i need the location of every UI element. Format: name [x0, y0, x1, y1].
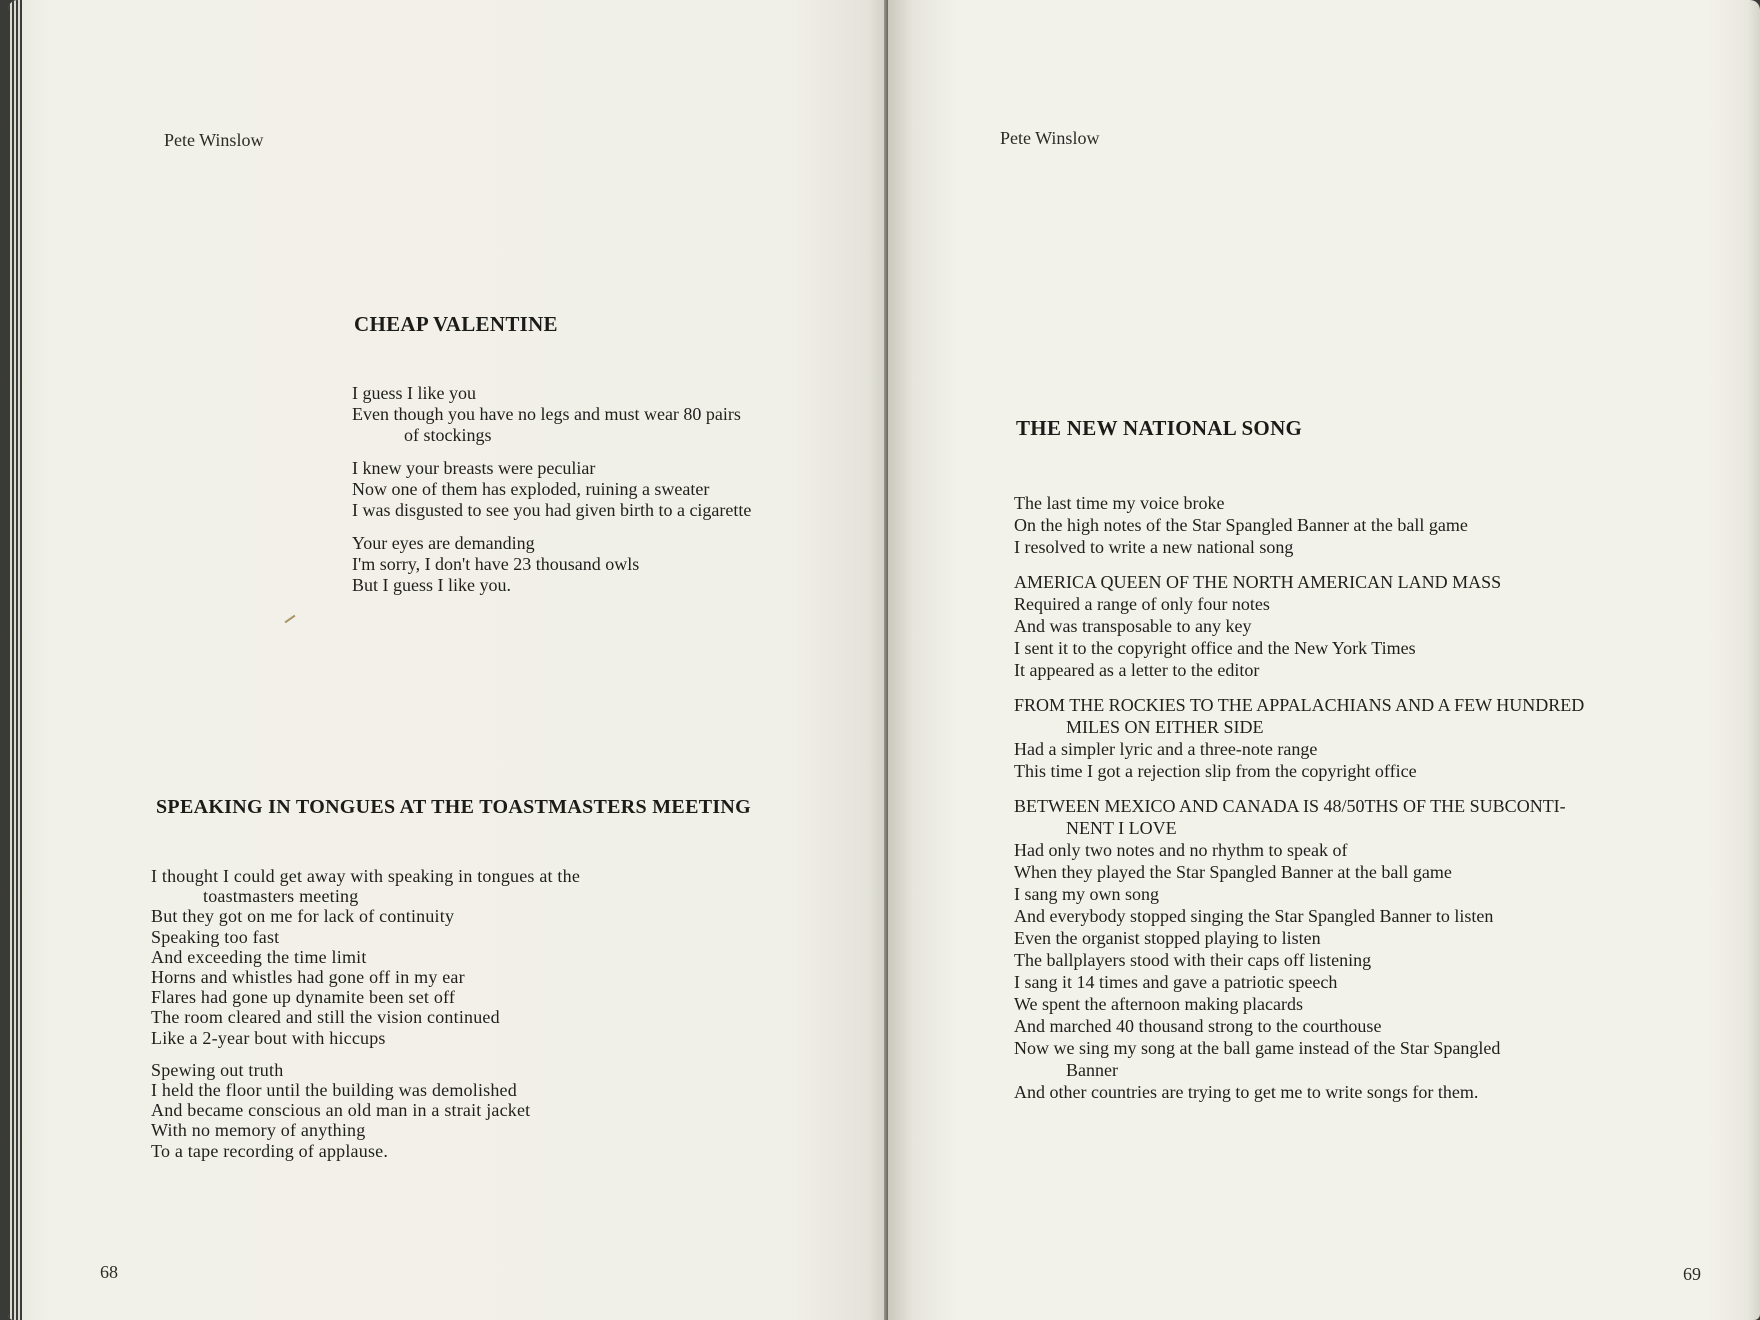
- poem-line: toastmasters meeting: [203, 886, 359, 907]
- poem-line: And marched 40 thousand strong to the courthouse: [1014, 1016, 1382, 1036]
- poem-line: And exceeding the time limit: [151, 946, 367, 967]
- poem-body: [1014, 492, 1584, 1116]
- page-number: 69: [1683, 1264, 1701, 1284]
- poem-line: I sang it 14 times and gave a patriotic speech: [1014, 972, 1338, 992]
- page-edges: [8, 0, 22, 1320]
- poem-line: I'm sorry, I don't have 23 thousand owls: [352, 554, 640, 574]
- poem-line: I guess I like you: [352, 383, 476, 403]
- stanza: [1014, 492, 1584, 558]
- stanza: [352, 383, 751, 446]
- poem-line: Now one of them has exploded, ruining a sweater: [352, 479, 710, 499]
- poem-line: The room cleared and still the vision continued: [151, 1007, 500, 1028]
- poem-line: Even the organist stopped playing to listen: [1014, 928, 1321, 948]
- right-page: [888, 0, 1760, 1320]
- stanza: [151, 1060, 580, 1161]
- poem-line: And was transposable to any key: [1014, 616, 1252, 636]
- poem-line: But I guess I like you.: [352, 575, 511, 595]
- poem-line: of stockings: [404, 425, 492, 445]
- poem-line: MILES ON EITHER SIDE: [1066, 717, 1264, 737]
- running-head: Pete Winslow: [164, 130, 264, 150]
- poem-line: AMERICA QUEEN OF THE NORTH AMERICAN LAND MASS: [1014, 572, 1502, 592]
- poem-line: The last time my voice broke: [1014, 493, 1225, 513]
- poem-line: This time I got a rejection slip from the copyright office: [1014, 761, 1417, 781]
- poem-line: But they got on me for lack of continuity: [151, 906, 455, 927]
- poem-line: Now we sing my song at the ball game instead of the Star Spangled: [1014, 1038, 1501, 1058]
- poem-line: I held the floor until the building was demolished: [151, 1080, 517, 1101]
- poem-line: Horns and whistles had gone off in my ear: [151, 967, 465, 988]
- poem-line: And became conscious an old man in a strait jacket: [151, 1100, 531, 1121]
- page-number: 68: [100, 1262, 118, 1282]
- poem-line: Your eyes are demanding: [352, 533, 535, 553]
- poem-line: I resolved to write a new national song: [1014, 537, 1294, 557]
- poem-line: NENT I LOVE: [1066, 818, 1177, 838]
- poem-body: [352, 383, 751, 608]
- poem-line: The ballplayers stood with their caps off listening: [1014, 950, 1372, 970]
- poem-line: Spewing out truth: [151, 1059, 284, 1080]
- stanza: [352, 533, 751, 596]
- poem-line: With no memory of anything: [151, 1120, 366, 1141]
- poem-body: [151, 866, 580, 1173]
- poem-line: BETWEEN MEXICO AND CANADA IS 48/50THS OF THE SUBCONTI-: [1014, 796, 1566, 816]
- poem-line: To a tape recording of applause.: [151, 1140, 389, 1161]
- poem-line: And other countries are trying to get me to write songs for them.: [1014, 1082, 1479, 1102]
- stanza: [1014, 571, 1584, 681]
- poem-title: CHEAP VALENTINE: [354, 312, 558, 336]
- poem-line: Required a range of only four notes: [1014, 594, 1270, 614]
- poem-line: I thought I could get away with speaking in tongues at the: [151, 866, 581, 886]
- poem-title: SPEAKING IN TONGUES AT THE TOASTMASTERS MEETING: [156, 796, 752, 818]
- poem-line: Had a simpler lyric and a three-note range: [1014, 739, 1318, 759]
- poem-line: Banner: [1066, 1060, 1118, 1080]
- left-page: [8, 0, 888, 1320]
- stanza: [352, 458, 751, 521]
- stanza: [1014, 694, 1584, 782]
- poem-line: When they played the Star Spangled Banner at the ball game: [1014, 862, 1452, 882]
- poem-title: THE NEW NATIONAL SONG: [1016, 416, 1303, 440]
- poem-line: Even though you have no legs and must wear 80 pairs: [352, 404, 741, 424]
- poem-line: I sang my own song: [1014, 884, 1159, 904]
- poem-line: I sent it to the copyright office and the New York Times: [1014, 638, 1416, 658]
- pencil-mark: [285, 615, 296, 624]
- poem-line: On the high notes of the Star Spangled Banner at the ball game: [1014, 515, 1468, 535]
- poem-line: And everybody stopped singing the Star Spangled Banner to listen: [1014, 906, 1494, 926]
- running-head: Pete Winslow: [1000, 128, 1100, 148]
- stanza: [151, 866, 580, 1048]
- poem-line: Like a 2-year bout with hiccups: [151, 1027, 386, 1048]
- poem-line: I was disgusted to see you had given birth to a cigarette: [352, 500, 752, 520]
- poem-line: We spent the afternoon making placards: [1014, 994, 1303, 1014]
- poem-line: It appeared as a letter to the editor: [1014, 660, 1260, 680]
- poem-line: FROM THE ROCKIES TO THE APPALACHIANS AND A FEW HUNDRED: [1014, 695, 1585, 715]
- poem-line: I knew your breasts were peculiar: [352, 458, 596, 478]
- poem-line: Speaking too fast: [151, 926, 280, 947]
- poem-line: Flares had gone up dynamite been set off: [151, 987, 456, 1008]
- stanza: [1014, 795, 1584, 1103]
- poem-line: Had only two notes and no rhythm to speak of: [1014, 840, 1348, 860]
